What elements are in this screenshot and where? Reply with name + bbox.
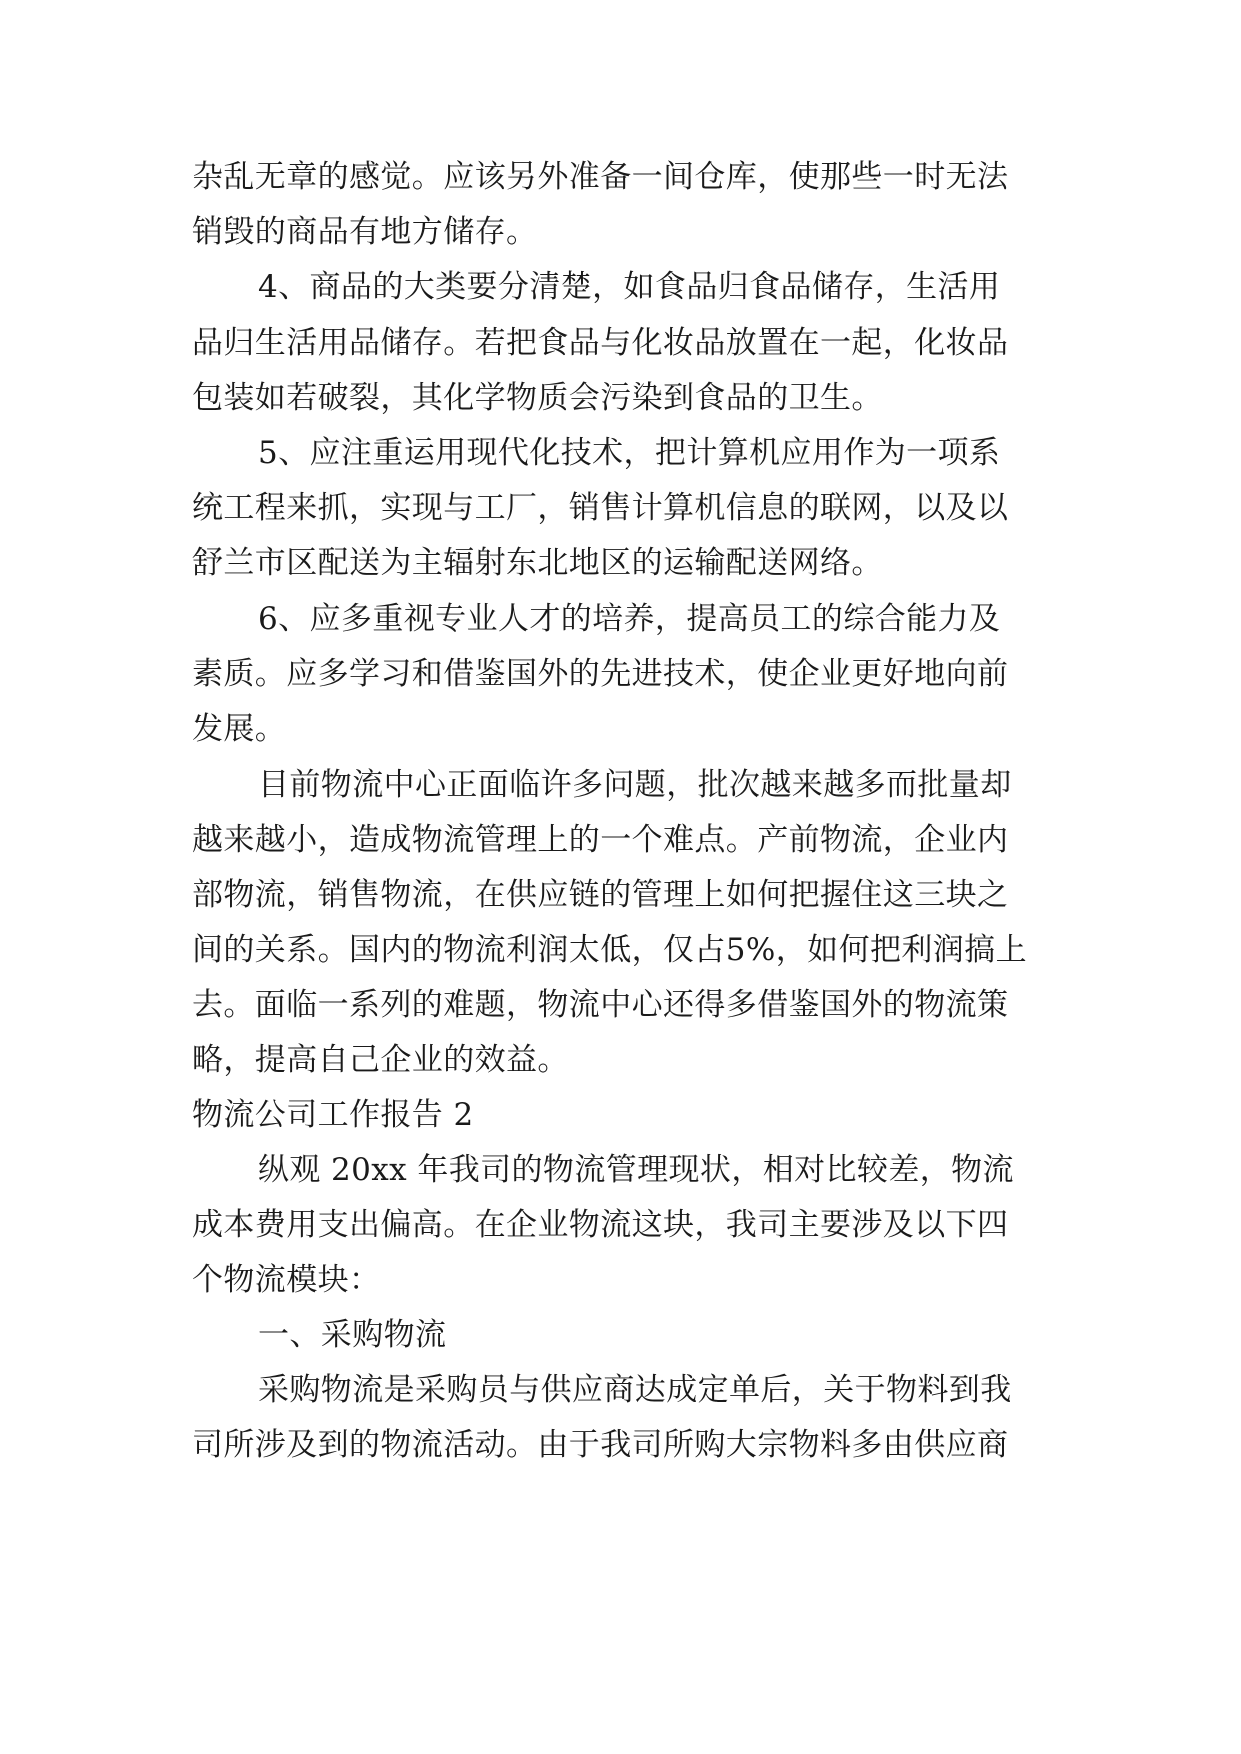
text-line: 包装如若破裂，其化学物质会污染到食品的卫生。 [192, 380, 883, 416]
text-line: 间的关系。国内的物流利润太低，仅占5%，如何把利润搞上 [192, 932, 1027, 968]
text-line: 统工程来抓，实现与工厂，销售计算机信息的联网，以及以 [192, 490, 1009, 526]
text-line: 去。面临一系列的难题，物流中心还得多借鉴国外的物流策 [192, 987, 1009, 1023]
text-line: 个物流模块： [192, 1262, 381, 1298]
section-heading: 物流公司工作报告 2 [192, 1097, 474, 1133]
text-line: 略，提高自己企业的效益。 [192, 1042, 569, 1078]
text-line: 发展。 [192, 711, 287, 747]
paragraph-line: 采购物流是采购员与供应商达成定单后，关于物料到我 [258, 1372, 1012, 1408]
paragraph-line: 6、应多重视专业人才的培养，提高员工的综合能力及 [258, 601, 1001, 637]
paragraph-line: 5、应注重运用现代化技术，把计算机应用作为一项系 [258, 435, 1001, 471]
text-line: 杂乱无章的感觉。应该另外准备一间仓库，使那些一时无法 [192, 159, 1009, 195]
text-line: 部物流，销售物流，在供应链的管理上如何把握住这三块之 [192, 877, 1009, 913]
text-line: 司所涉及到的物流活动。由于我司所购大宗物料多由供应商 [192, 1427, 1009, 1463]
text-line: 舒兰市区配送为主辐射东北地区的运输配送网络。 [192, 545, 883, 581]
subsection-heading: 一、采购物流 [258, 1317, 447, 1353]
text-line: 品归生活用品储存。若把食品与化妆品放置在一起，化妆品 [192, 325, 1009, 361]
paragraph-line: 目前物流中心正面临许多问题，批次越来越多而批量却 [258, 767, 1012, 803]
text-line: 销毁的商品有地方储存。 [192, 214, 538, 250]
paragraph-line: 4、商品的大类要分清楚，如食品归食品储存，生活用 [258, 269, 1001, 305]
text-line: 越来越小，造成物流管理上的一个难点。产前物流，企业内 [192, 822, 1009, 858]
text-line: 素质。应多学习和借鉴国外的先进技术，使企业更好地向前 [192, 656, 1009, 692]
text-line: 成本费用支出偏高。在企业物流这块，我司主要涉及以下四 [192, 1207, 1009, 1243]
paragraph-line: 纵观 20xx 年我司的物流管理现状，相对比较差，物流 [258, 1152, 1014, 1188]
